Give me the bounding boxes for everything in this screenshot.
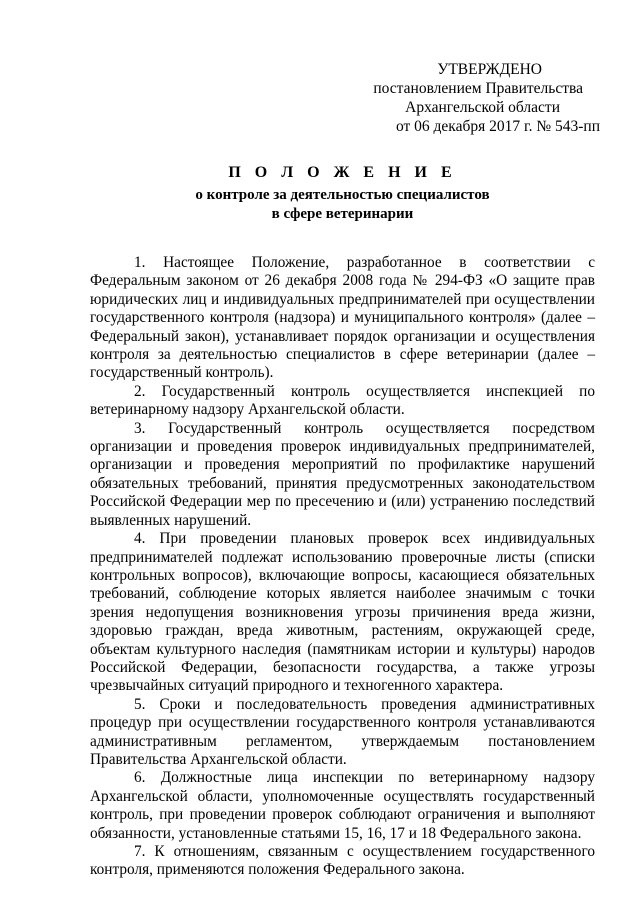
document-subtitle-line-1: о контроле за деятельностью специалистов: [195, 187, 490, 203]
document-title: П О Л О Ж Е Н И Е: [228, 164, 457, 181]
paragraph-4: 4. При проведении плановых проверок всех индивидуальных предпринимателей подлежат использованию проверочные листы (списки контрольных вопросов), включающие вопросы, касающиеся обязательных требований, соблюдение которых является наиболее значимым с точки зрения недопущения возникновения угрозы причинения вреда жизни, здоровью граждан, вреда животным, растениям, окружающей среде, объектам культурного наследия (памятникам истории и культуры) народов Российской Федерации, безопасности государства, а также угрозы чрезвычайных ситуаций природного и техногенного характера.: [90, 530, 595, 695]
approval-title: УТВЕРЖДЕНО: [437, 61, 542, 78]
approval-line-decree: постановлением Правительства: [373, 80, 583, 97]
paragraph-5: 5. Сроки и последовательность проведения административных процедур при осуществлении государственного контроля устанавливаются административным регламентом, утверждаемым постановлением Правительства Архангельской области.: [90, 695, 595, 768]
paragraph-2: 2. Государственный контроль осуществляется инспекцией по ветеринарному надзору Архангельской области.: [90, 382, 595, 419]
approval-stamp-block: [280, 60, 600, 136]
document-subtitle-line-2: в сфере ветеринарии: [271, 206, 414, 222]
paragraph-1: 1. Настоящее Положение, разработанное в соответствии с Федеральным законом от 26 декабря 2008 года № 294-ФЗ «О защите прав юридических лиц и индивидуальных предпринимателей при осуществлении государственного контроля (надзора) и муниципального контроля» (далее – Федеральный закон), устанавливает порядок организации и осуществления контроля за деятельностью специалистов в сфере ветеринарии (далее – государственный контроль).: [90, 254, 595, 382]
paragraph-3: 3. Государственный контроль осуществляется посредством организации и проведения проверок индивидуальных предпринимателей, организации и проведения мероприятий по профилактике нарушений обязательных требований, принятия предусмотренных законодательством Российской Федерации мер по пресечению и (или) устранению последствий выявленных нарушений.: [90, 419, 595, 529]
document-body: [90, 254, 595, 880]
paragraph-7: 7. К отношениям, связанным с осуществлением государственного контроля, применяются положения Федерального закона.: [90, 843, 595, 879]
approval-line-region: Архангельской области: [405, 99, 560, 116]
document-header: [90, 163, 595, 224]
paragraph-6: 6. Должностные лица инспекции по ветеринарному надзору Архангельской области, уполномоченные осуществлять государственный контроль, при проведении проверок соблюдают ограничения и выполняют обязанности, установленные статьями 15, 16, 17 и 18 Федерального закона.: [90, 769, 595, 842]
approval-line-date: от 06 декабря 2017 г. № 543-пп: [395, 118, 600, 135]
